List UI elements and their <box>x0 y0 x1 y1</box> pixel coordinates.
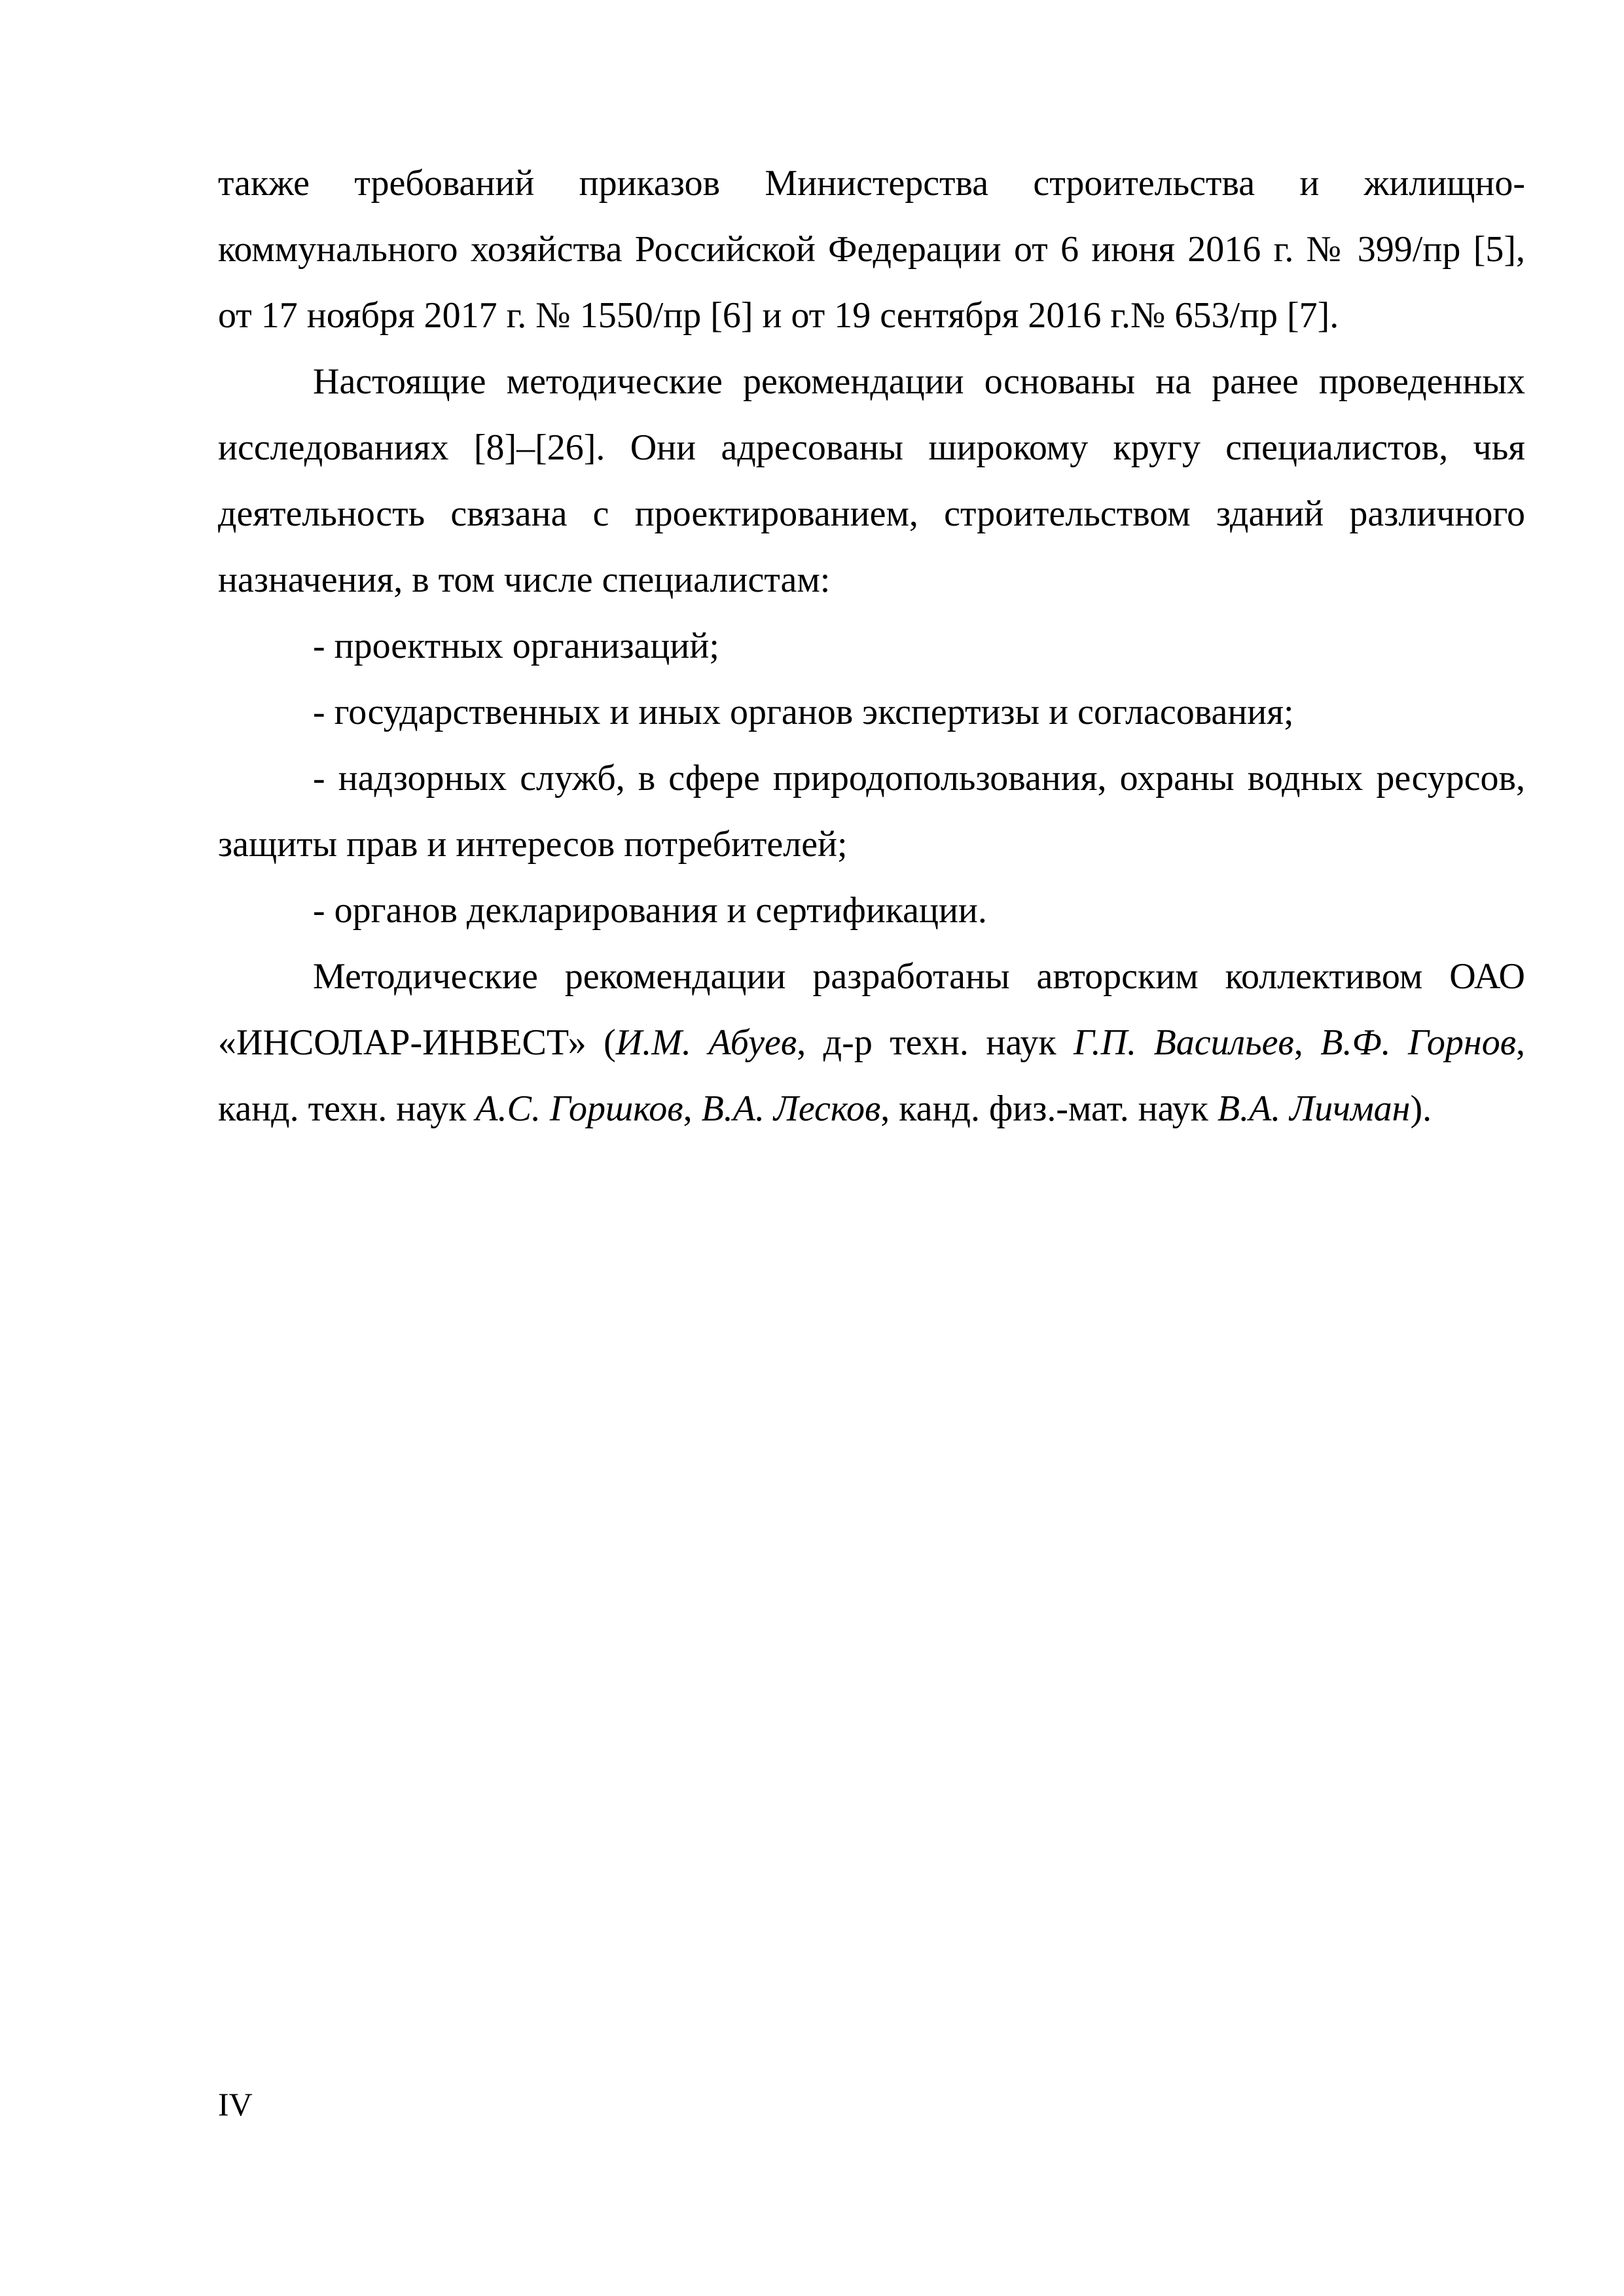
authors-separator: , <box>683 1088 702 1129</box>
list-item-supervisory-services: - надзорных служб, в сфере природопользования, охраны водных ресурсов, защиты прав и интересов потребителей; <box>218 758 1525 865</box>
authors-separator: , канд. физ.-мат. наук <box>880 1088 1218 1129</box>
authors-separator: , канд. техн. наук <box>218 1022 1526 1129</box>
author-vasiliev: Г.П. Васильев <box>1074 1022 1294 1063</box>
paragraph-authors <box>218 944 1525 1142</box>
authors-end: ). <box>1410 1088 1432 1129</box>
list-item-expertise-bodies: - государственных и иных органов экспертизы и согласования; <box>313 692 1294 732</box>
author-gorshkov: А.С. Горшков <box>475 1088 683 1129</box>
author-abuev: И.М. Абуев <box>615 1022 797 1063</box>
list-item-certification-bodies: - органов декларирования и сертификации. <box>313 890 987 931</box>
author-leskov: В.А. Лесков <box>701 1088 881 1129</box>
page-number: IV <box>218 2086 253 2123</box>
authors-separator: , <box>1293 1022 1321 1063</box>
paragraph-intro: Настоящие методические рекомендации основаны на ранее проведенных исследованиях [8]–[26]. Они адресованы широкому кругу специалистов, чья деятельность связана с проектированием, строительством зданий различного назначения, в том числе специалистам: <box>218 361 1525 600</box>
authors-separator: , д-р техн. наук <box>797 1022 1074 1063</box>
author-lichman: В.А. Личман <box>1217 1088 1411 1129</box>
author-gornov: В.Ф. Горнов <box>1320 1022 1517 1063</box>
list-item-design-organizations: - проектных организаций; <box>313 626 719 666</box>
paragraph-continuation: также требований приказов Министерства строительства и жилищно-коммунального хозяйства Российской Федерации от 6 июня 2016 г. № 399/пр [5], от 17 ноября 2017 г. № 1550/пр [6] и от 19 сентября 2016 г.№ 653/пр [7]. <box>218 163 1525 336</box>
authors-intro: Методические рекомендации разработаны авторским коллективом ОАО «ИНСОЛАР-ИНВЕСТ» ( <box>218 956 1525 1063</box>
document-body <box>218 151 1525 1142</box>
